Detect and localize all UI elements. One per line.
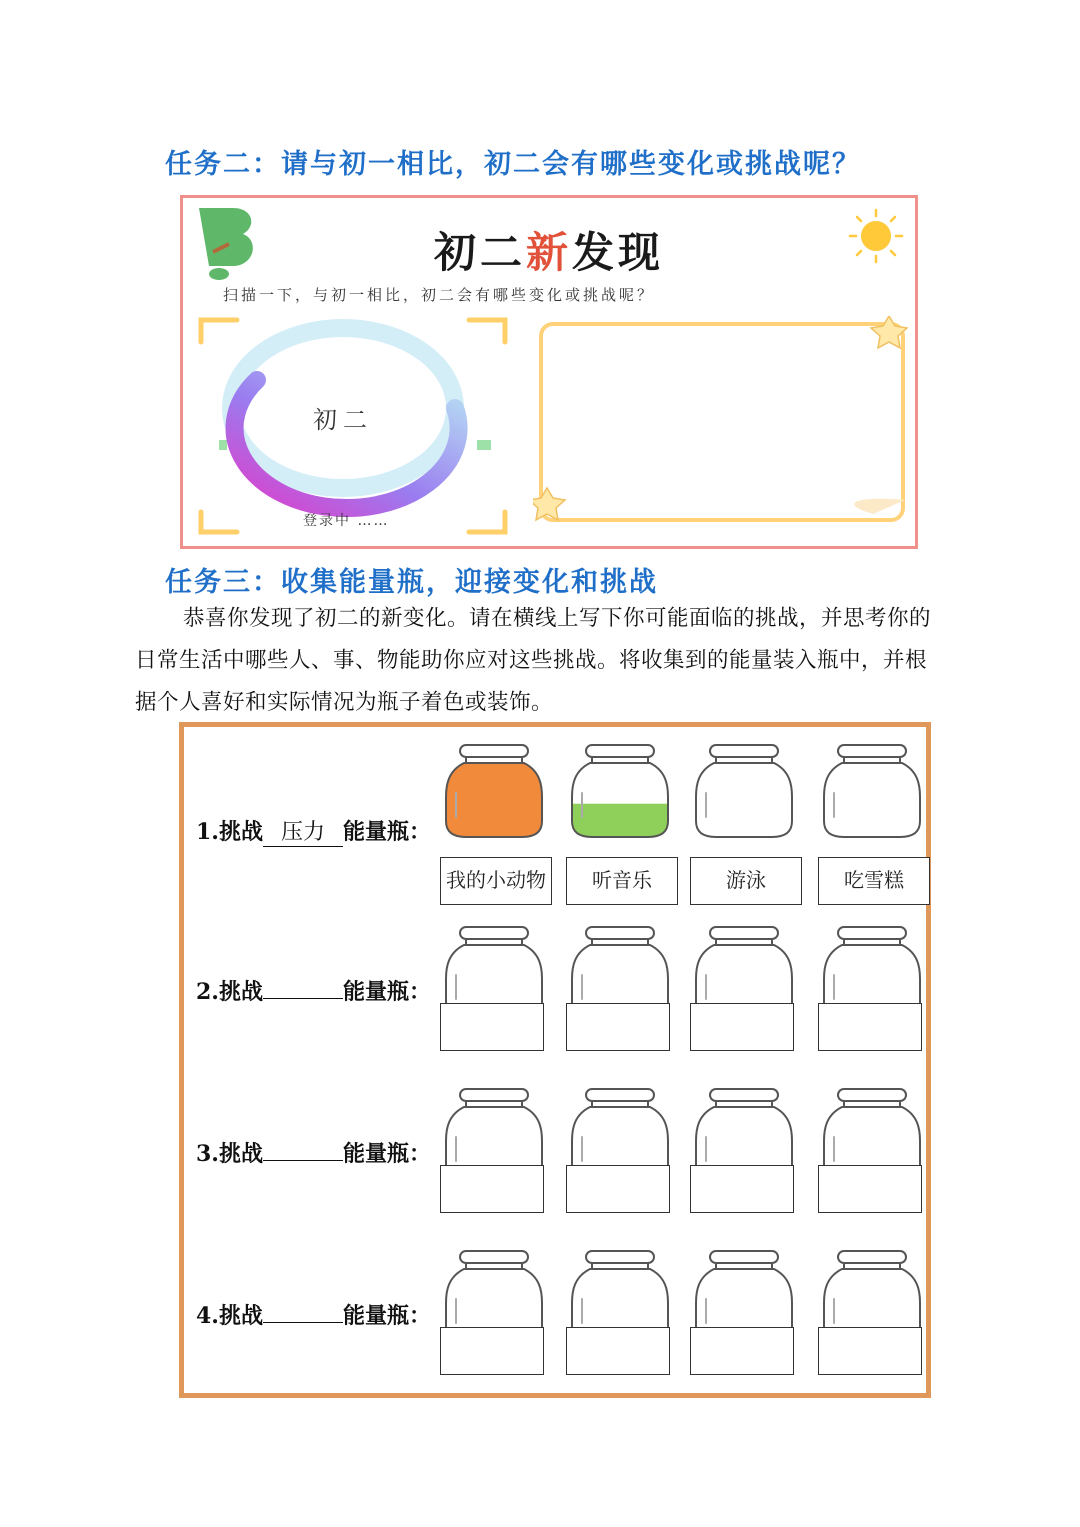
card-title-post: 发现 bbox=[572, 228, 665, 277]
jar-icon bbox=[820, 741, 924, 841]
energy-source-box[interactable] bbox=[440, 1003, 544, 1051]
energy-source-box[interactable]: 吃雪糕 bbox=[818, 857, 930, 905]
challenge-blank[interactable] bbox=[263, 1322, 343, 1323]
challenge-label bbox=[196, 975, 431, 1006]
energy-sheet bbox=[179, 722, 931, 1398]
energy-row bbox=[184, 923, 926, 1083]
row-number: 3. bbox=[196, 1141, 219, 1167]
discovery-card bbox=[180, 195, 918, 549]
row-number: 2. bbox=[196, 979, 219, 1005]
row-number: 1. bbox=[196, 819, 219, 845]
challenge-word: 挑战 bbox=[218, 819, 263, 845]
row-number: 4. bbox=[196, 1303, 219, 1329]
energy-row bbox=[184, 1247, 926, 1407]
ring-label: 初二 bbox=[313, 406, 373, 434]
energy-source-box[interactable]: 游泳 bbox=[690, 857, 802, 905]
challenge-blank[interactable] bbox=[263, 1160, 343, 1161]
task2-heading: 任务二：请与初一相比，初二会有哪些变化或挑战呢？ bbox=[165, 149, 861, 180]
challenge-blank[interactable]: 压力 bbox=[263, 815, 343, 847]
challenge-word: 挑战 bbox=[218, 1141, 263, 1167]
challenge-blank[interactable] bbox=[263, 998, 343, 999]
energy-source-box[interactable] bbox=[818, 1327, 922, 1375]
jar-fill bbox=[568, 804, 672, 837]
energy-source-box[interactable] bbox=[690, 1165, 794, 1213]
energy-source-box[interactable] bbox=[566, 1327, 670, 1375]
energy-row bbox=[184, 741, 926, 901]
card-subtitle: 扫描一下，与初一相比，初二会有哪些变化或挑战呢？ bbox=[223, 286, 656, 304]
energy-source-box[interactable] bbox=[818, 1165, 922, 1213]
bottle-word: 能量瓶： bbox=[342, 1141, 431, 1167]
challenge-label bbox=[196, 815, 431, 847]
bottle-word: 能量瓶： bbox=[342, 1303, 431, 1329]
energy-source-box[interactable]: 听音乐 bbox=[566, 857, 678, 905]
energy-jar[interactable] bbox=[820, 741, 928, 841]
energy-jar[interactable] bbox=[442, 741, 550, 841]
card-title bbox=[183, 220, 915, 280]
energy-source-box[interactable] bbox=[818, 1003, 922, 1051]
energy-jar[interactable] bbox=[692, 741, 800, 841]
energy-source-box[interactable] bbox=[690, 1003, 794, 1051]
energy-source-box[interactable] bbox=[440, 1327, 544, 1375]
challenge-word: 挑战 bbox=[218, 979, 263, 1005]
card-title-pre: 初二 bbox=[433, 228, 526, 277]
energy-source-box[interactable] bbox=[566, 1003, 670, 1051]
challenge-label bbox=[196, 1137, 431, 1168]
loading-label: 登录中 …… bbox=[303, 513, 390, 529]
challenge-word: 挑战 bbox=[218, 1303, 263, 1329]
bottle-word: 能量瓶： bbox=[342, 819, 431, 845]
energy-source-box[interactable] bbox=[440, 1165, 544, 1213]
challenge-label bbox=[196, 1299, 431, 1330]
energy-source-box[interactable] bbox=[566, 1165, 670, 1213]
jar-fill bbox=[442, 763, 546, 837]
energy-jar[interactable] bbox=[568, 741, 676, 841]
energy-source-box[interactable] bbox=[690, 1327, 794, 1375]
energy-row bbox=[184, 1085, 926, 1245]
jar-icon bbox=[692, 741, 796, 841]
jar-icon bbox=[568, 741, 672, 841]
energy-source-box[interactable]: 我的小动物 bbox=[440, 857, 552, 905]
jar-icon bbox=[442, 741, 546, 841]
bottle-word: 能量瓶： bbox=[342, 979, 431, 1005]
answer-frame bbox=[533, 316, 915, 528]
intro-paragraph: 恭喜你发现了初二的新变化。请在横线上写下你可能面临的挑战，并思考你的日常生活中哪些人、事、物能助你应对这些挑战。将收集到的能量装入瓶中，并根据个人喜好和实际情况为瓶子着色或装饰。 bbox=[135, 606, 932, 715]
task3-heading: 任务三：收集能量瓶，迎接变化和挑战 bbox=[165, 567, 658, 598]
card-title-highlight: 新 bbox=[525, 228, 572, 277]
